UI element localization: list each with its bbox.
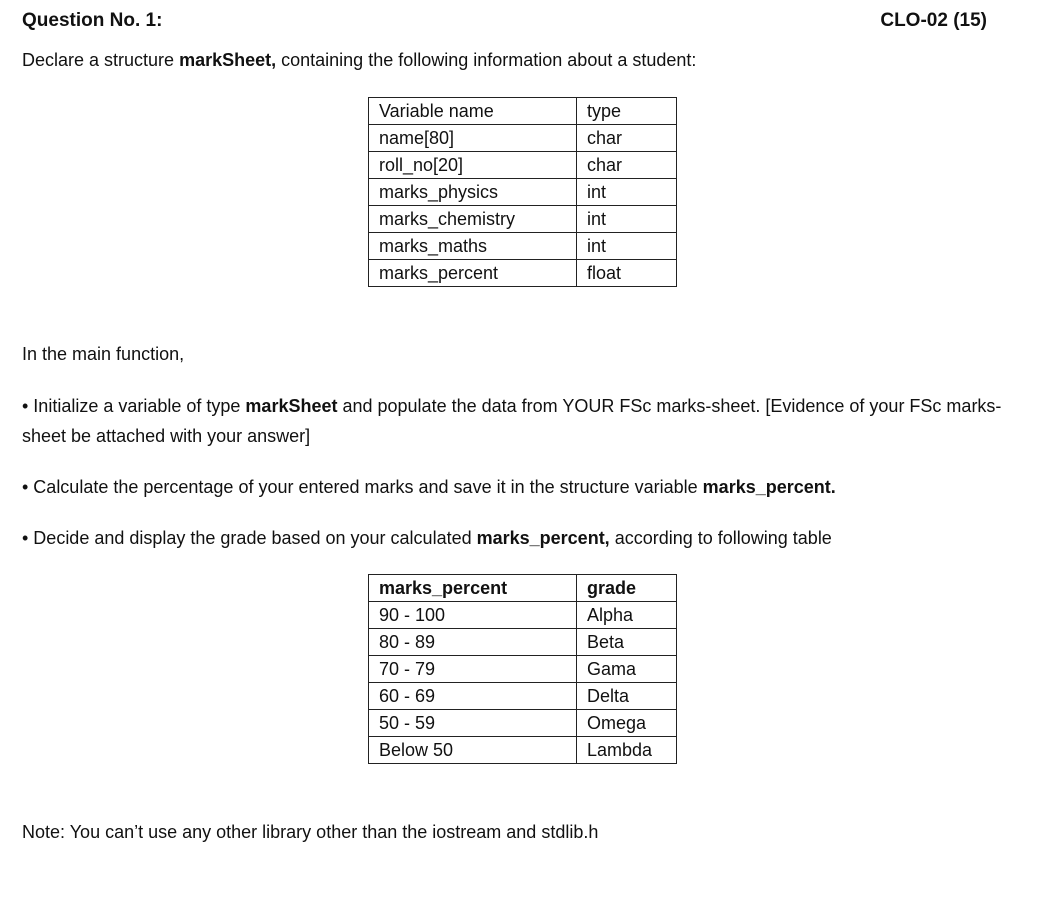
grade-value-cell: Beta bbox=[577, 629, 677, 656]
clo-label: CLO-02 (15) bbox=[880, 10, 987, 31]
variable-type-cell: int bbox=[577, 206, 677, 233]
grade-value-cell: Omega bbox=[577, 710, 677, 737]
table-row bbox=[369, 656, 677, 683]
question-title: Question No. 1: bbox=[22, 10, 163, 31]
grade-value-cell: Alpha bbox=[577, 602, 677, 629]
table-row bbox=[369, 737, 677, 764]
variable-type-cell: int bbox=[577, 233, 677, 260]
bullet-3-suffix: according to following table bbox=[609, 528, 832, 548]
grade-header-grade: grade bbox=[577, 575, 677, 602]
table-row bbox=[369, 206, 677, 233]
bullet-2-bold: marks_percent. bbox=[702, 477, 836, 497]
bullet-initialize bbox=[22, 391, 1032, 451]
bullet-1-prefix: • Initialize a variable of type bbox=[22, 396, 246, 416]
intro-sentence bbox=[22, 50, 696, 71]
variable-name-cell: roll_no[20] bbox=[369, 152, 577, 179]
table-row bbox=[369, 260, 677, 287]
variables-header-name: Variable name bbox=[369, 98, 577, 125]
intro-prefix: Declare a structure bbox=[22, 50, 180, 70]
bullet-calculate bbox=[22, 472, 1032, 502]
table-row bbox=[369, 125, 677, 152]
grade-range-cell: 90 - 100 bbox=[369, 602, 577, 629]
grade-range-cell: Below 50 bbox=[369, 737, 577, 764]
table-row bbox=[369, 710, 677, 737]
variable-name-cell: marks_physics bbox=[369, 179, 577, 206]
variable-name-cell: name[80] bbox=[369, 125, 577, 152]
bullet-3-prefix: • Decide and display the grade based on your calculated bbox=[22, 528, 477, 548]
variables-table bbox=[368, 97, 677, 287]
main-function-intro: In the main function, bbox=[22, 344, 185, 364]
bullet-3-bold: marks_percent, bbox=[476, 528, 610, 548]
variable-name-cell: marks_chemistry bbox=[369, 206, 577, 233]
variable-type-cell: char bbox=[577, 125, 677, 152]
grade-table-header bbox=[369, 575, 677, 602]
grade-header-percent: marks_percent bbox=[369, 575, 577, 602]
note-text: Note: You can’t use any other library other than the iostream and stdlib.h bbox=[22, 822, 599, 842]
bullet-1-suffix: and populate the data from YOUR FSc marks-sheet. [Evidence of your FSc marks-sheet be attached with your answer] bbox=[22, 396, 1002, 446]
variables-header-type: type bbox=[577, 98, 677, 125]
table-row bbox=[369, 683, 677, 710]
grade-range-cell: 50 - 59 bbox=[369, 710, 577, 737]
grade-value-cell: Lambda bbox=[577, 737, 677, 764]
grade-table bbox=[368, 574, 677, 764]
bullet-1-bold: markSheet bbox=[245, 396, 338, 416]
intro-struct-name: markSheet, bbox=[179, 50, 277, 70]
variables-table-header bbox=[369, 98, 677, 125]
grade-value-cell: Delta bbox=[577, 683, 677, 710]
grade-range-cell: 70 - 79 bbox=[369, 656, 577, 683]
grade-range-cell: 80 - 89 bbox=[369, 629, 577, 656]
intro-suffix: containing the following information about a student: bbox=[276, 50, 697, 70]
bullet-2-prefix: • Calculate the percentage of your entered marks and save it in the structure variable bbox=[22, 477, 703, 497]
variable-type-cell: int bbox=[577, 179, 677, 206]
bullet-decide bbox=[22, 523, 1032, 553]
table-row bbox=[369, 629, 677, 656]
variable-type-cell: char bbox=[577, 152, 677, 179]
table-row bbox=[369, 179, 677, 206]
grade-range-cell: 60 - 69 bbox=[369, 683, 577, 710]
variable-name-cell: marks_maths bbox=[369, 233, 577, 260]
grade-value-cell: Gama bbox=[577, 656, 677, 683]
table-row bbox=[369, 152, 677, 179]
variable-type-cell: float bbox=[577, 260, 677, 287]
variable-name-cell: marks_percent bbox=[369, 260, 577, 287]
table-row bbox=[369, 233, 677, 260]
table-row bbox=[369, 602, 677, 629]
